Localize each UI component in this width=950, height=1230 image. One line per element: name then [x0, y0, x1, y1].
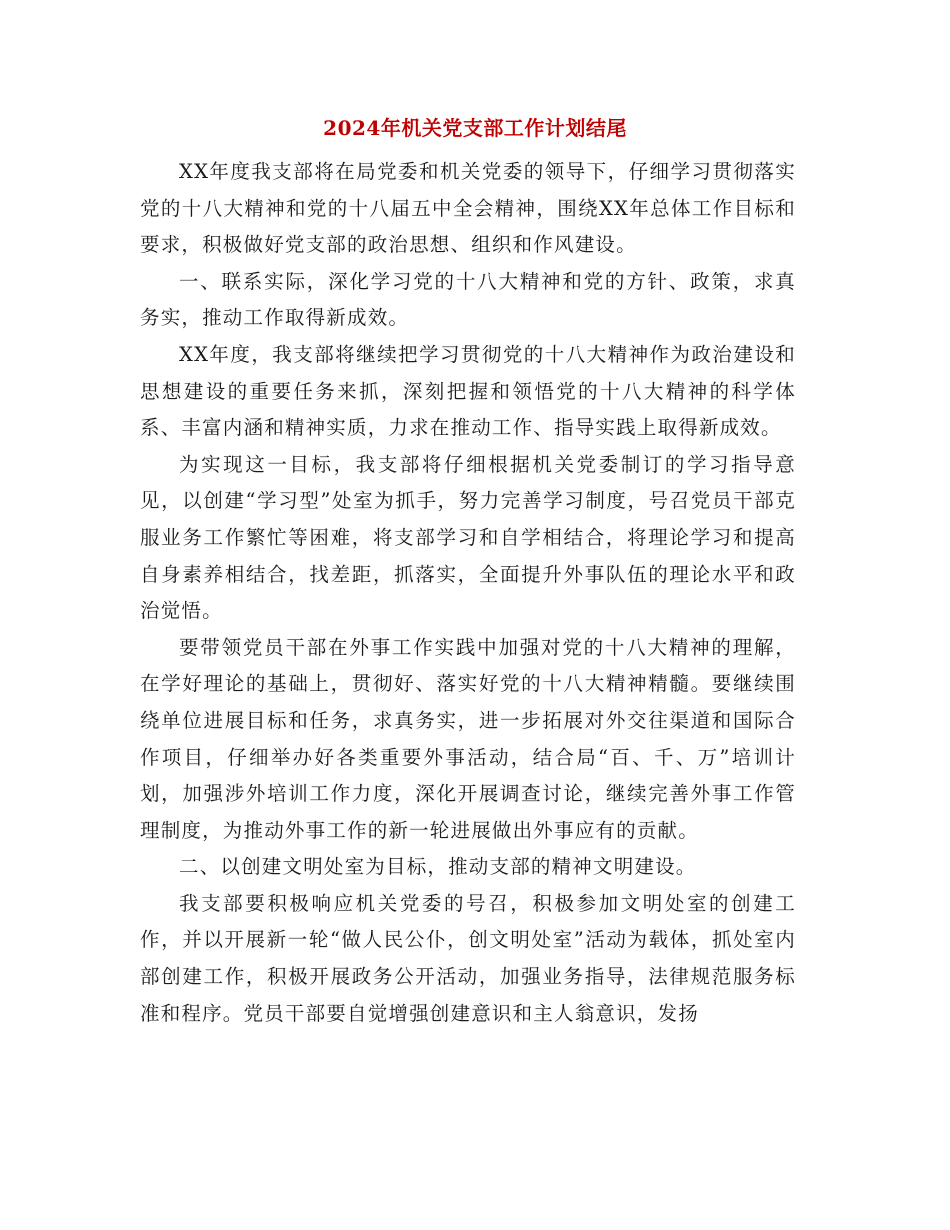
paragraph-goal: 为实现这一目标，我支部将仔细根据机关党委制订的学习指导意见，以创建“学习型”处室为抓手，努力完善学习制度，号召党员干部克服业务工作繁忙等困难，将支部学习和自学相结合，将理论学习和提高自身素养相结合，找差距，抓落实，全面提升外事队伍的理论水平和政治觉悟。 — [140, 452, 796, 623]
paragraph-practice: 要带领党员干部在外事工作实践中加强对党的十八大精神的理解，在学好理论的基础上，贯彻好、落实好党的十八大精神精髓。要继续围绕单位进展目标和任务，求真务实，进一步拓展对外交往渠道和国际合作项目，仔细举办好各类重要外事活动，结合局“百、千、万”培训计划，加强涉外培训工作力度，深化开展调查讨论，继续完善外事工作管理制度，为推动外事工作的新一轮进展做出外事应有的贡献。 — [140, 635, 796, 842]
section-heading-1: 一、联系实际，深化学习党的十八大精神和党的方针、政策，求真务实，推动工作取得新成效。 — [140, 269, 796, 330]
section-heading-2: 二、以创建文明处室为目标，推动支部的精神文明建设。 — [179, 855, 697, 879]
document-title: 2024年机关党支部工作计划结尾 — [323, 116, 627, 140]
paragraph-intro: XX年度我支部将在局党委和机关党委的领导下，仔细学习贯彻落实党的十八大精神和党的十八届五中全会精神，围绕XX年总体工作目标和要求，积极做好党支部的政治思想、组织和作风建设。 — [140, 160, 796, 257]
document-body — [140, 154, 796, 1032]
paragraph-study-plan: XX年度，我支部将继续把学习贯彻党的十八大精神作为政治建设和思想建设的重要任务来抓，深刻把握和领悟党的十八大精神的科学体系、丰富内涵和精神实质，力求在推动工作、指导实践上取得新成效。 — [140, 342, 796, 440]
paragraph-civilization: 我支部要积极响应机关党委的号召，积极参加文明处室的创建工作，并以开展新一轮“做人民公仆，创文明处室”活动为载体，抓处室内部创建工作，积极开展政务公开活动，加强业务指导，法律规范服务标准和程序。党员干部要自觉增强创建意识和主人翁意识，发扬 — [140, 891, 796, 1025]
